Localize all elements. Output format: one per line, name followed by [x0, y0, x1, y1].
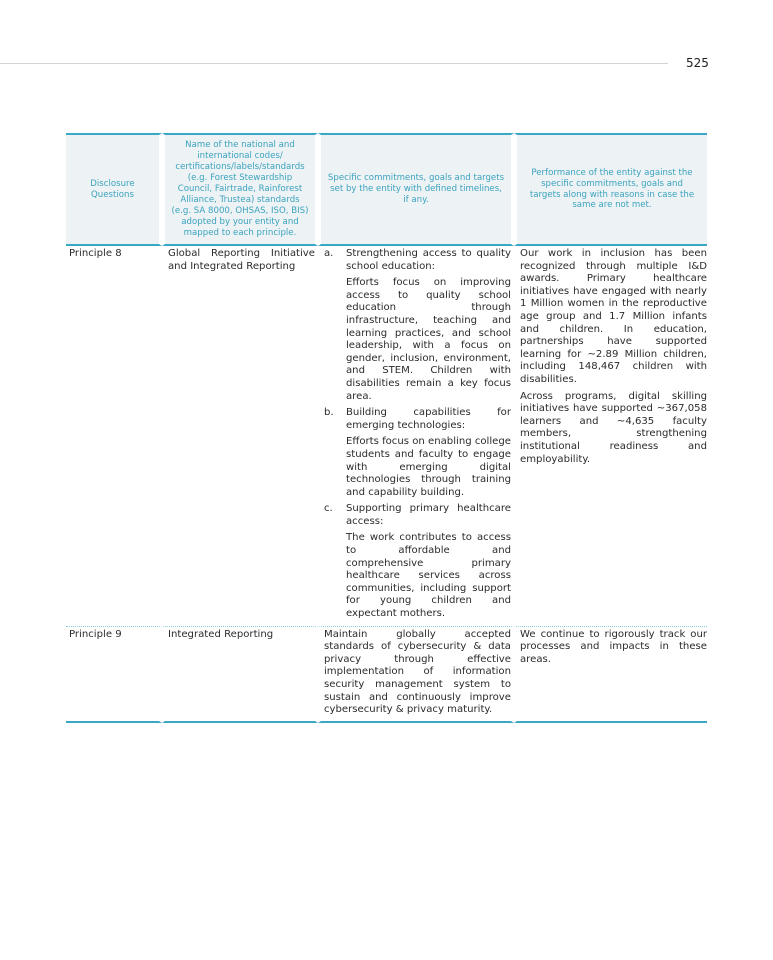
header-commitments: Specific commitments, goals and targets set by the entity with defined timelines, if any. [318, 133, 514, 246]
performance-paragraph: Our work in inclusion has been recognized through multiple I&D awards. Primary healthcare initiatives have engaged with nearly 1 Million women in the reproductive age group and 1.7 Million infants and children. In education, partnerships have supported learning for ~2.89 Million children, including 148,467 children with disabilities. [520, 248, 707, 385]
commitment-item [324, 407, 511, 432]
row-performance [514, 246, 707, 627]
header-disclosure-questions: Disclosure Questions [66, 133, 162, 246]
table-row [66, 627, 707, 723]
performance-paragraph: Across programs, digital skilling initiatives have supported ~367,058 learners and ~4,635 faculty members, strengthening institutional readiness and employability. [520, 390, 707, 465]
header-performance: Performance of the entity against the specific commitments, goals and targets along with reasons in case the same are not met. [514, 133, 707, 246]
commitment-detail: Efforts focus on improving access to quality school education through infrastructure, teaching and learning practices, and school leadership, with a focus on gender, inclusion, environment, and STEM. Children with disabilities remain a key focus area. [346, 277, 511, 402]
commitment-title: Supporting primary healthcare access: [346, 503, 511, 527]
row-question: Principle 9 [66, 627, 162, 723]
performance-paragraph: We continue to rigorously track our processes and impacts in these areas. [520, 628, 707, 665]
row-question: Principle 8 [66, 246, 162, 627]
commitment-label: b. [324, 407, 334, 419]
commitment-detail: The work contributes to access to affordable and comprehensive primary healthcare services across communities, including support for young children and expectant mothers. [346, 532, 511, 620]
row-standards: Integrated Reporting [162, 627, 318, 723]
commitment-detail: Efforts focus on enabling college students and faculty to engage with emerging digital technologies through training and capability building. [346, 436, 511, 498]
commitment-item [324, 248, 511, 273]
table-header-row [66, 133, 707, 246]
principles-table [66, 133, 707, 723]
row-commitments: Maintain globally accepted standards of cybersecurity & data privacy through effective implementation of information security management system to sustain and continuously improve cybersecurity & privacy maturity. [318, 627, 514, 723]
commitment-title: Strengthening access to quality school education: [346, 248, 511, 272]
commitment-title: Building capabilities for emerging technologies: [346, 407, 511, 431]
row-commitments [318, 246, 514, 627]
commitment-label: c. [324, 503, 333, 515]
header-rule [0, 63, 668, 64]
commitment-item [324, 503, 511, 528]
commitment-label: a. [324, 248, 334, 259]
header-standards: Name of the national and international codes/ certifications/labels/standards (e.g. Forest Stewardship Council, Fairtrade, Rainforest Alliance, Trustea) standards (e.g. SA 8000, OHSAS, ISO, BIS) adopted by your entity and mapped to each principle. [162, 133, 318, 246]
table-row [66, 246, 707, 627]
row-performance [514, 627, 707, 723]
row-standards: Global Reporting Initiative and Integrated Reporting [162, 246, 318, 627]
page-number: 525 [686, 56, 709, 70]
